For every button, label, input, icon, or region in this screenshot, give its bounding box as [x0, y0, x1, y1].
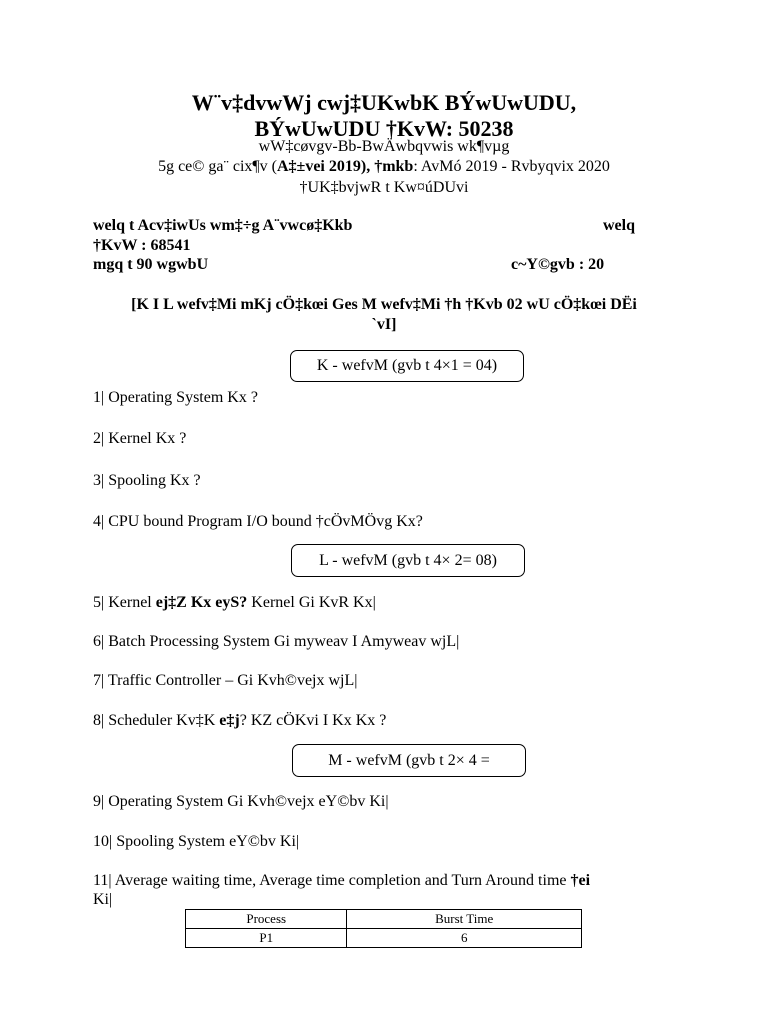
instruction-line1: [K I L wefv‡Mi mKj cÖ‡kœi Ges M wefv‡Mi †h †Kvb 02 wU cÖ‡kœi DËi	[131, 296, 637, 313]
question-9: 9| Operating System Gi Kvh©vejx eY©bv Ki|	[93, 793, 389, 810]
exam-month: A‡±vei 2019), †mkb	[276, 158, 414, 175]
question-1: 1| Operating System Kx ?	[93, 389, 258, 406]
cell-process: P1	[186, 929, 347, 948]
question-5-part-b: ej‡Z Kx eyS?	[155, 594, 248, 611]
section-k-box: K - wefvM (gvb t 4×1 = 04)	[290, 350, 524, 382]
question-3: 3| Spooling Kx ?	[93, 472, 201, 489]
question-5-part-c: Kernel Gi KvR Kx|	[247, 594, 376, 611]
instruction-line2: `vI]	[371, 316, 397, 333]
exam-session	[0, 158, 768, 176]
exam-time: mgq t 90 wgwbU	[93, 256, 209, 273]
subject-code: †KvW : 68541	[93, 237, 191, 254]
institute-code: BÝwUwUDU †KvW: 50238	[254, 116, 514, 141]
question-7: 7| Traffic Controller – Gi Kvh©vejx wjL|	[93, 672, 358, 689]
subject-code-label: welq	[603, 217, 635, 234]
question-5	[93, 594, 376, 612]
section-m-box: M - wefvM (gvb t 2× 4 =	[292, 744, 526, 777]
question-8-part-a: 8| Scheduler Kv‡K	[93, 712, 220, 729]
question-6: 6| Batch Processing System Gi myweav I Amyweav wjL|	[93, 633, 460, 650]
header-process: Process	[186, 910, 347, 929]
question-11-text: 11| Average waiting time, Average time completion and Turn Around time	[93, 872, 571, 889]
technology-name: †UK‡bvjwR t Kw¤úDUvi	[299, 179, 469, 196]
question-11-bold: †ei	[570, 872, 591, 889]
exam-name: 5g ce© ga¨ cix¶v (	[158, 158, 277, 175]
question-10: 10| Spooling System eY©bv Ki|	[93, 833, 300, 850]
question-5-part-a: 5| Kernel	[93, 594, 156, 611]
full-marks: c~Y©gvb : 20	[511, 256, 605, 273]
institute-title: W¨v‡dvwWj cwj‡UKwbK BÝwUwUDU,	[191, 90, 577, 115]
subject-name: welq t Acv‡iwUs wm‡÷g A¨vwcø‡Kkb	[93, 217, 353, 234]
cell-burst-time: 6	[347, 929, 582, 948]
question-11-line1	[93, 872, 590, 890]
question-8	[93, 712, 386, 730]
question-2: 2| Kernel Kx ?	[93, 430, 187, 447]
process-table	[185, 909, 582, 948]
question-4: 4| CPU bound Program I/O bound †cÖvMÖvg Kx?	[93, 513, 423, 530]
question-8-part-c: ? KZ cÖKvi I Kx Kx ?	[239, 712, 387, 729]
header-burst-time: Burst Time	[347, 910, 582, 929]
table-row	[186, 929, 582, 948]
program-name: wW‡cøvgv-Bb-BwÄwbqvwis wk¶vµg	[258, 138, 510, 155]
question-11-line2: Ki|	[93, 891, 113, 908]
section-l-box: L - wefvM (gvb t 4× 2= 08)	[291, 544, 525, 577]
table-header-row	[186, 910, 582, 929]
question-8-part-b: e‡j	[219, 712, 240, 729]
session-range: : AvMó 2019 - Rvbyqvix 2020	[413, 158, 610, 175]
